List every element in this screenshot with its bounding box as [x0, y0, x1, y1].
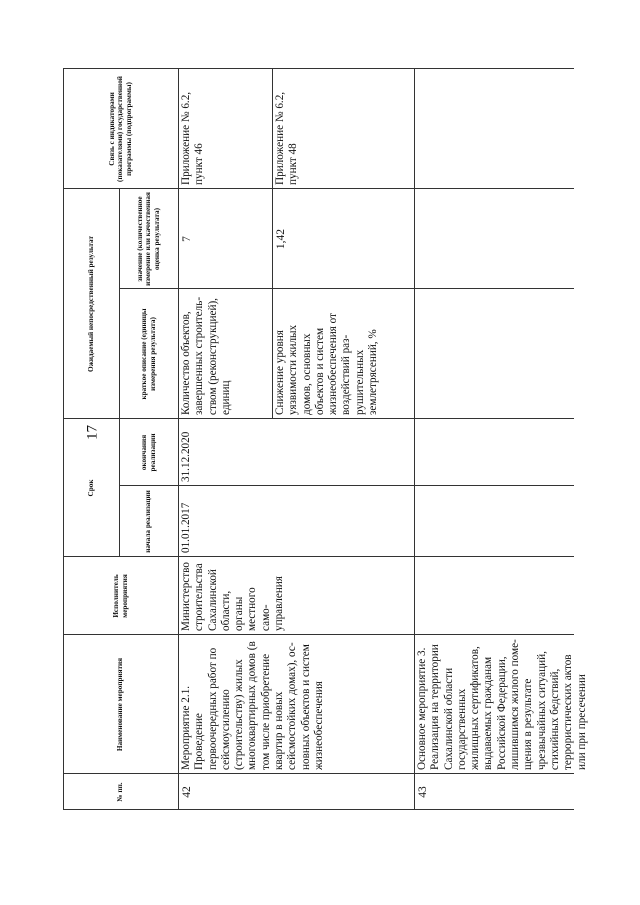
header-term: Срок — [86, 479, 95, 497]
row-43-end — [414, 419, 574, 486]
grid-line — [63, 634, 574, 635]
row-42b-result-value: 1,42 — [275, 228, 287, 250]
header-name: Наименование мероприятия — [116, 657, 125, 752]
header-executor: Исполнитель мероприятия — [112, 574, 129, 618]
header-link: Связь с индикаторами (показателями) государственной программы (подпрограммы) — [108, 76, 133, 182]
grid-line — [119, 288, 574, 289]
row-42-start: 01.01.2017 — [180, 502, 192, 553]
row-42-num: 42 — [181, 786, 193, 798]
row-43-link — [414, 69, 574, 189]
grid-line — [119, 189, 120, 557]
grid-line — [272, 69, 273, 419]
grid-line — [414, 69, 415, 810]
header-term-end: окончания реализации — [140, 433, 157, 472]
header-result: Ожидаемый непосредственный результат — [86, 236, 95, 372]
grid-line — [119, 485, 574, 486]
row-42b-link: Приложение № 6.2, пункт 48 — [274, 91, 300, 185]
row-43-result-value — [414, 189, 574, 289]
grid-line — [178, 69, 179, 810]
row-43-num: 43 — [417, 786, 429, 798]
page-number: 17 — [84, 425, 101, 440]
grid-line — [63, 418, 574, 419]
grid-line — [63, 556, 574, 557]
row-43-executor — [414, 557, 574, 635]
row-42-link: Приложение № 6.2, пункт 46 — [180, 91, 206, 185]
header-term-start: начала реализации — [144, 490, 153, 553]
grid-line — [63, 188, 574, 189]
grid-line — [63, 773, 574, 774]
row-42b-result-desc: Снижение уровня уязвимости жилых домов, основных объектов и систем жизнеобеспечения от воздействий разрушительных землетрясений, % — [274, 313, 380, 415]
header-num: № пп. — [116, 782, 125, 802]
grid-line — [63, 68, 574, 69]
row-42-executor: Министерство строительства Сахалинской области, органы местного самоуправления — [180, 562, 286, 631]
row-43-result-desc — [414, 289, 574, 419]
row-42-result-value: 7 — [181, 236, 193, 242]
row-42-result-desc: Количество объектов, завершенных строительством (реконструкцией), единиц — [180, 296, 232, 415]
grid-line — [63, 69, 64, 810]
grid-line — [63, 809, 574, 810]
row-43-start — [414, 486, 574, 557]
row-42-name: Мероприятие 2.1. Проведение первоочередных работ по сейсмоусилению (строительству) жилых многоквартирных домов (в том числе приобретение квартир в новых сейсмостойких домах), основных объектов и систем жизнеобеспечения — [180, 641, 325, 770]
header-result-desc: краткое описание (единицы измерения результата) — [140, 308, 157, 400]
header-result-value: значение (количественное измерение или качественная оценка результата) — [136, 192, 161, 286]
row-42-end: 31.12.2020 — [180, 431, 192, 482]
row-43-name: Основное мероприятие 3. Реализация на территории Сахалинской области государственных жилищных сертификатов, выдаваемых гражданам Российской Федерации, лишившимся жилого помещения в результате чрезвычайных ситуаций, стихийных бедствий, террористических актов или при пресечении — [416, 639, 588, 770]
